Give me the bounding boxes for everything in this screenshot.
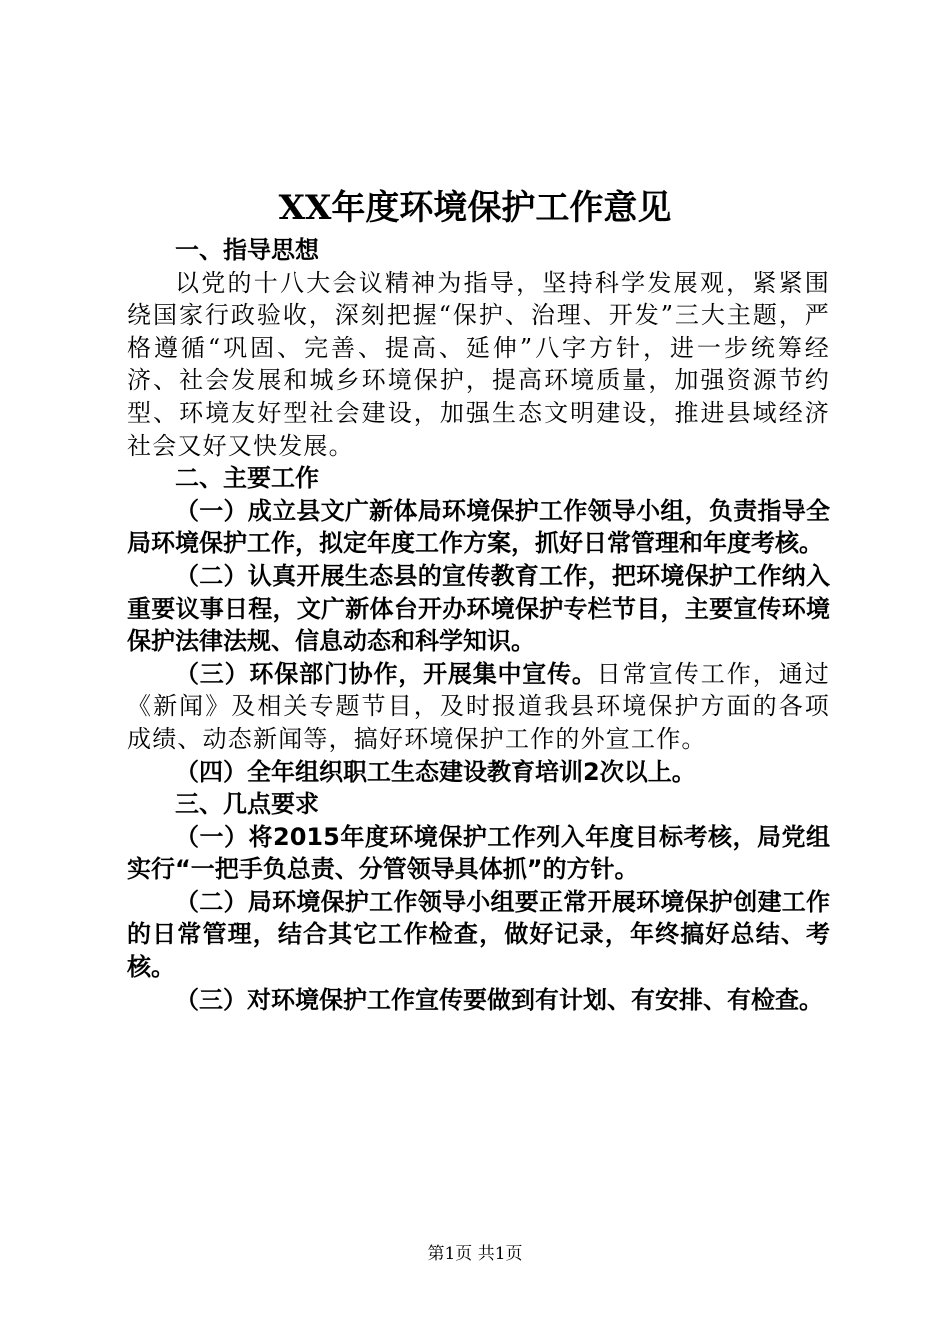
main-work-item-1: （一）成立县文广新体局环境保护工作领导小组，负责指导全局环境保护工作，拟定年度工作方案，抓好日常管理和年度考核。 — [127, 496, 830, 558]
section-heading-main-work: 二、主要工作 — [175, 464, 319, 493]
requirement-item-1: （一）将2015年度环境保护工作列入年度目标考核，局党组实行“一把手负总责、分管领导具体抓”的方针。 — [127, 822, 830, 884]
document-body — [127, 234, 830, 1016]
main-work-item-4: （四）全年组织职工生态建设教育培训2次以上。 — [175, 757, 696, 786]
requirement-item-3: （三）对环境保护工作宣传要做到有计划、有安排、有检查。 — [175, 985, 823, 1014]
paragraph-guiding-ideology: 以党的十八大会议精神为指导，坚持科学发展观，紧紧围绕国家行政验收，深刻把握“保护、治理、开发”三大主题，严格遵循“巩固、完善、提高、延伸”八字方针，进一步统筹经济、社会发展和城乡环境保护，提高环境质量，加强资源节约型、环境友好型社会建设，加强生态文明建设，推进县域经济社会又好又快发展。 — [127, 268, 830, 460]
page-footer: 第1页 共1页 — [427, 1244, 523, 1264]
section-heading-guiding-ideology: 一、指导思想 — [175, 236, 319, 264]
main-work-item-3 — [127, 658, 830, 756]
requirement-item-2: （二）局环境保护工作领导小组要正常开展环境保护创建工作的日常管理，结合其它工作检查，做好记录，年终搞好总结、考核。 — [127, 887, 830, 982]
document-title: XX年度环境保护工作意见 — [278, 188, 672, 228]
main-work-item-3-lead: （三）环保部门协作，开展集中宣传。 — [175, 659, 597, 688]
section-heading-requirements: 三、几点要求 — [175, 790, 319, 819]
main-work-item-3-rest: 日常宣传工作，通过《新闻》及相关专题节目，及时报道我县环境保护方面的各项成绩、动态新闻等，搞好环境保护工作的外宣工作。 — [127, 659, 830, 753]
main-work-item-2: （二）认真开展生态县的宣传教育工作，把环境保护工作纳入重要议事日程，文广新体台开办环境保护专栏节目，主要宣传环境保护法律法规、信息动态和科学知识。 — [127, 561, 830, 656]
